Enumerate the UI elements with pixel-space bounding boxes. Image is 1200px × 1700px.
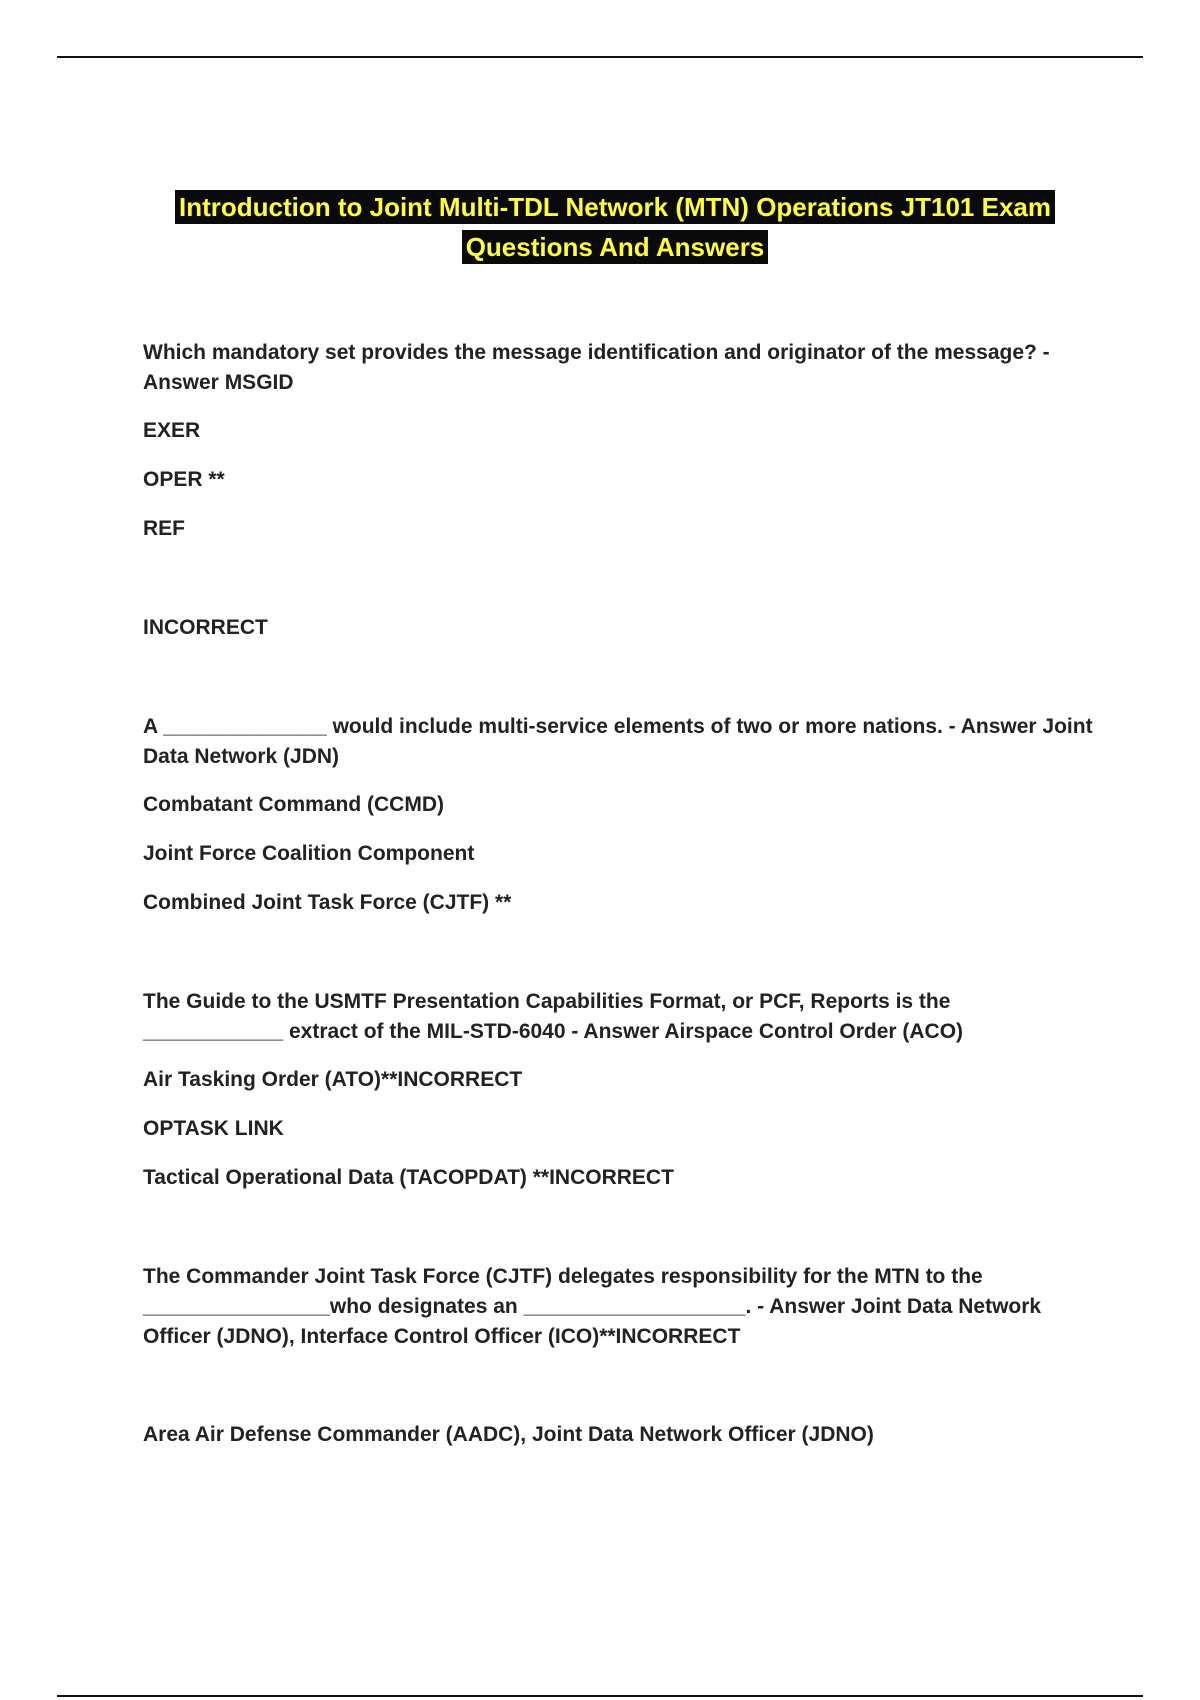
spacer — [143, 563, 1093, 613]
document-title — [140, 190, 1090, 270]
qa-content — [143, 338, 1093, 1469]
bottom-rule — [57, 1695, 1143, 1697]
note-1: INCORRECT — [143, 616, 268, 639]
title-line-1: Introduction to Joint Multi-TDL Network (MTN) Operations JT101 Exam — [175, 190, 1055, 224]
spacer — [143, 937, 1093, 987]
question-4: The Commander Joint Task Force (CJTF) delegates responsibility for the MTN to the ________________who designates an ___________________. - Answer Joint Data Network Officer (JDNO), Interface Control Officer (ICO)**INCORRECT — [143, 1265, 1042, 1348]
top-rule — [57, 56, 1143, 58]
question-1: Which mandatory set provides the message identification and originator of the message? - Answer MSGID — [143, 341, 1050, 394]
option-3-3: Tactical Operational Data (TACOPDAT) **INCORRECT — [143, 1166, 674, 1189]
option-3-2: OPTASK LINK — [143, 1117, 284, 1140]
question-3: The Guide to the USMTF Presentation Capabilities Format, or PCF, Reports is the ____________ extract of the MIL-STD-6040 - Answer Airspace Control Order (ACO) — [143, 990, 964, 1043]
title-line-2: Questions And Answers — [462, 230, 769, 264]
option-3-1: Air Tasking Order (ATO)**INCORRECT — [143, 1068, 523, 1091]
option-1-3: REF — [143, 517, 185, 540]
option-2-2: Joint Force Coalition Component — [143, 842, 475, 865]
option-1-1: EXER — [143, 419, 201, 442]
spacer — [143, 662, 1093, 712]
option-2-3: Combined Joint Task Force (CJTF) ** — [143, 891, 512, 914]
question-2: A ______________ would include multi-service elements of two or more nations. - Answer Joint Data Network (JDN) — [143, 715, 1093, 768]
spacer — [143, 1212, 1093, 1262]
option-1-2: OPER ** — [143, 468, 225, 491]
answer-4-after: Area Air Defense Commander (AADC), Joint Data Network Officer (JDNO) — [143, 1423, 874, 1446]
option-2-1: Combatant Command (CCMD) — [143, 793, 444, 816]
spacer — [143, 1370, 1093, 1420]
